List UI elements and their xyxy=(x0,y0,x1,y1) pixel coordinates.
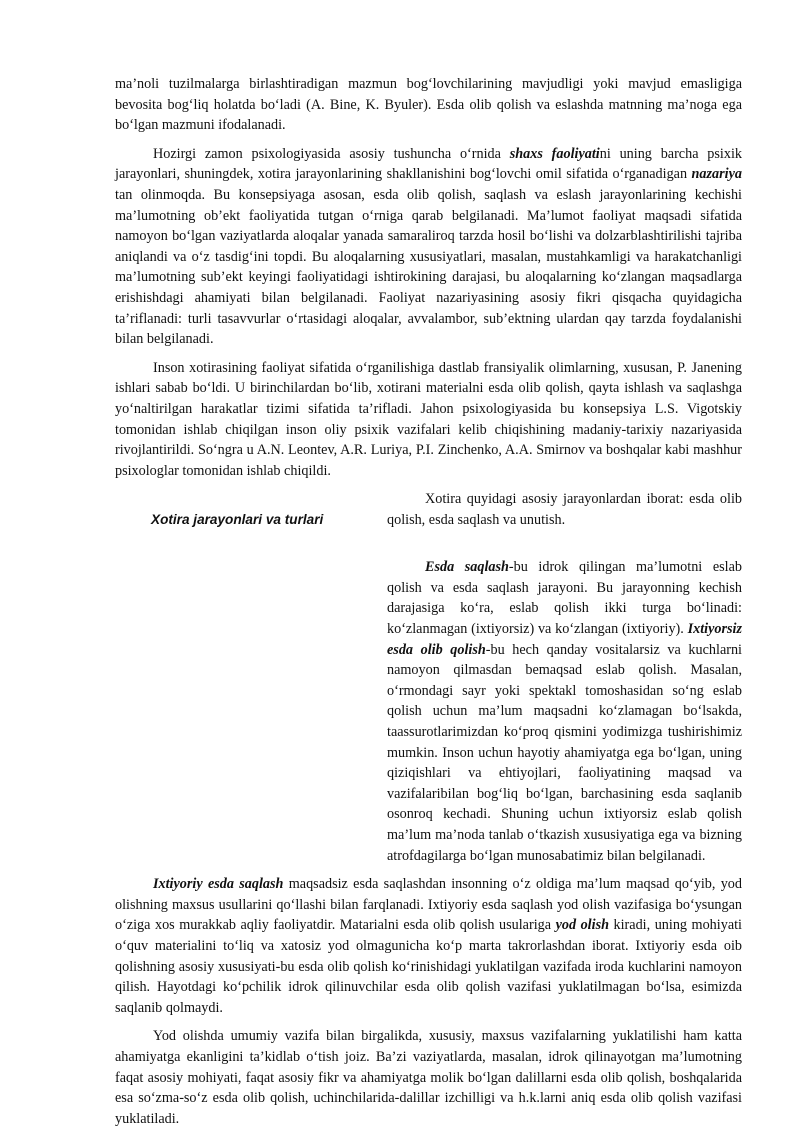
section-heading: Xotira jarayonlari va turlari xyxy=(151,512,324,528)
term-yod-olish: yod olish xyxy=(555,917,609,934)
paragraph-1: ma’noli tuzilmalarga birlashtiradigan mazmun bog‘lovchilarining mavjudligi yoki mavjud emasligiga bevosita bog‘liq holatda bo‘ladi (A. Bine, K. Byuler). Esda olib qolish va eslashda matnning ma’noga ega bo‘lgan mazmuni ifodalanadi. xyxy=(115,76,742,134)
side-paragraph: Xotira quyidagi asosiy jarayonlardan iborat: esda olib qolish, esda saqlash va unutish. xyxy=(387,491,742,528)
paragraph-5: Ixtiyoriy esda saqlash maqsadsiz esda saqlashdan insonning o‘z oldiga ma’lum maqsad qo‘yib, yod olishning maxsus usullarini qo‘llashi bilan farqlanadi. Ixtiyoriy esda saqlash yod olish vazifasiga bo‘ysungan o‘ziga xos murakkab aqliy faoliyatdir. Matarialni esda olib qolish usulariga yod olish kiradi, uning mohiyati o‘quv materialini to‘liq va xatosiz yod olmagunicha ko‘p marta takrorlashdan iborat. Ixtiyoriy esda oib qolishning asosiy xususiyati-bu esda olib qolish ko‘rinishidagi yuklatilgan vazifada iroda kuchlarini namoyon qilish. Hayotdagi ko‘pchilik idrok qilinuvchilar esda olib qolish vazifasi yuklatilmagan bo‘lsa, esimizda saqlanib qolmaydi. xyxy=(115,876,742,1016)
term-ixtiyorsiz: Ixtiyorsiz esda olib qolish xyxy=(387,621,742,658)
term-esda-saqlash: Esda saqlash xyxy=(425,559,509,576)
term-shaxs-faoliyati: shaxs faoliyati xyxy=(509,145,600,162)
paragraph-6: Yod olishda umumiy vazifa bilan birgalikda, xususiy, maxsus vazifalarning yuklatilishi ham katta ahamiyatga ekanligini ta’kidlab o‘tish joiz. Ba’zi vaziyatlarda, masalan, idrok qilinayotgan ma’lumotning faqat asosiy mohiyati, faqat asosiy fikr va ahamiyatga molik bo‘lgan dalillarni esda olib qolish, boshqalarida esa so‘zma-so‘z esda olib qolish, uchinchilarida-dalillar izchilligi va h.k.larni aniq esda olib qolish vazifasi yuklatiladi. xyxy=(115,1028,742,1127)
term-ixtiyoriy-esda-saqlash: Ixtiyoriy esda saqlash xyxy=(153,876,284,893)
paragraph-4: Esda saqlash-bu idrok qilingan ma’lumotni eslab qolish va esda saqlash jarayoni. Bu jarayonning kechish darajasiga ko‘ra, eslab qolish ikki turga bo‘linadi: ko‘zlanmagan (ixtiyorsiz) va ko‘zlangan (ixtiyoriy). Ixtiyorsiz esda olib qolish-bu hech qanday vositalarsiz va kuchlarni namoyon qilmasdan bemaqsad eslab qolish. Masalan, o‘rmondagi sayr yoki spektakl tomoshasidan so‘ng eslab qolish uchun ma’lum maqsadni ko‘zlamagan bo‘lsakda, taassurotlarimizdan ko‘proq qismini yodimizga tushirishimiz mumkin. Inson uchun hayotiy ahamiyatga ega bo‘lgan, uning qiziqishlari va ehtiyojlari, faoliyatining maqsad va vazifalaribilan bog‘liq bo‘lgan, barchasining esda saqlanib osonroq kechadi. Shuning uchun ixtiyorsiz eslab qolish ma’lum ma’noda tanlab o‘tkazish xususiyatiga ega va bizning atrofdagilarga bo‘lgan munosabatimiz bilan belgilanadi. xyxy=(387,559,743,864)
side-text xyxy=(387,489,742,530)
paragraph-2: Hozirgi zamon psixologiyasida asosiy tushuncha o‘rnida shaxs faoliyatini uning barcha psixik jarayonlari, shuningdek, xotira jarayonlarining shakllanishini bog‘lovchi omil sifatida o‘rganadigan nazariya tan olinmoqda. Bu konsepsiyaga asosan, esda olib qolish, saqlash va eslash jarayonlarining kechishi ma’lumotning ob’ekt faoliyatida tutgan o‘rniga qarab belgilanadi. Ma’lumot faoliyat maqsadi sifatida namoyon bo‘lgan vaziyatlarda aloqalar yanada samaraliroq tarzda hosil bo‘lishi va dolzarblashtirilishi tajriba aniqlandi va o‘z tasdig‘ini topdi. Bu aloqalarning xususiyatlari, masalan, mustahkamligi va harakatchanligi ma’lumotning sub’ekt keyingi faoliyatidagi ishtirokining darajasi, bu aloqalarning ko‘zlangan maqsadlarga erishishdagi ahamiyati bilan belgilanadi. Faoliyat nazariyasining asosiy fikri qisqacha quyidagicha ta’riflanadi: turli tasavvurlar o‘rtasidagi aloqalar, avvalambor, sub’ektning ulardan qay tarzda foydalanishi bilan belgilanadi. xyxy=(115,145,742,348)
term-nazariya: nazariya xyxy=(691,166,742,183)
side-section xyxy=(115,489,742,549)
paragraph-3: Inson xotirasining faoliyat sifatida o‘rganilishiga dastlab fransiyalik olimlarning, xususan, P. Janening ishlari sabab bo‘ldi. U birinchilardan bo‘lib, xotirani materialni esda olib qolish, qayta ishlash va saqlashga yo‘naltirilgan harakatlar tizimi sifatida ta’rifladi. Jahon psixologiyasida bu konsepsiya L.S. Vigotskiy tomonidan ishlab chiqilgan inson oliy psixik vazifalari kelib chiqishining madaniy-tarixiy nazariyasida rivojlantirildi. So‘ngra u A.N. Leontev, A.R. Luriya, P.I. Zinchenko, A.A. Smirnov va boshqalar kabi mashhur psixologlar tomonidan ishlab chiqildi. xyxy=(115,359,742,479)
